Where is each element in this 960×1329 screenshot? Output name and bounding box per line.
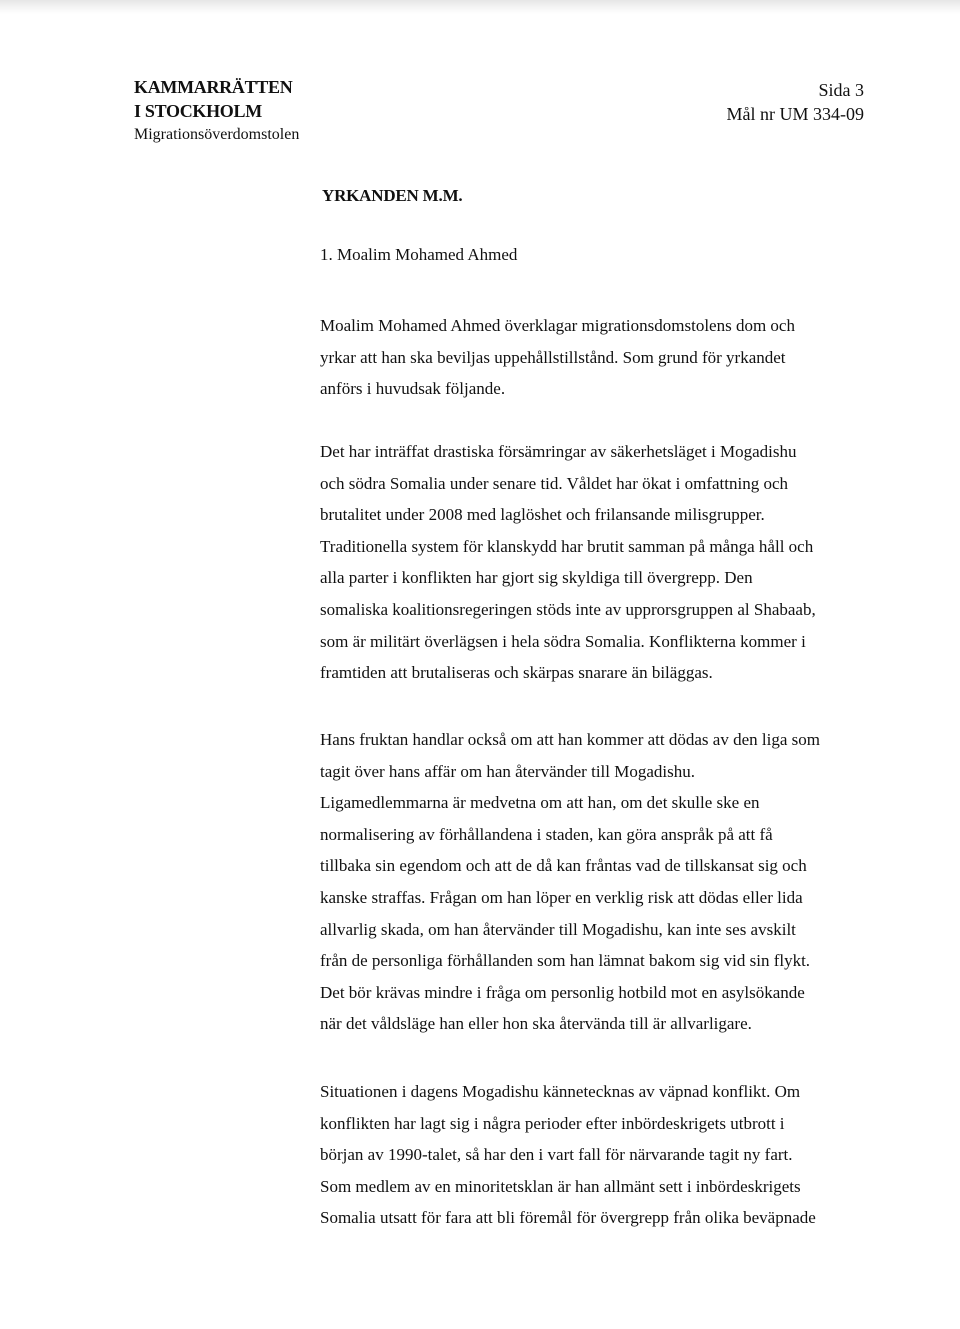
paragraph-3 bbox=[320, 724, 880, 1040]
paragraph-line: Hans fruktan handlar också om att han kommer att dödas av den liga som bbox=[320, 730, 820, 749]
court-name-line2: I STOCKHOLM bbox=[134, 101, 262, 121]
sub-heading: 1. Moalim Mohamed Ahmed bbox=[320, 245, 518, 264]
paragraph-line: yrkar att han ska beviljas uppehållstillstånd. Som grund för yrkandet bbox=[320, 347, 786, 367]
paragraph-line: somaliska koalitionsregeringen stöds inte av upprorsgruppen al Shabaab, bbox=[320, 599, 816, 619]
paragraph-line: när det våldsläge han eller hon ska återvända till är allvarligare. bbox=[320, 1014, 752, 1034]
paragraph-1 bbox=[320, 310, 880, 405]
case-number: Mål nr UM 334-09 bbox=[726, 104, 864, 124]
paragraph-line: Ligamedlemmarna är medvetna om att han, om det skulle ske en bbox=[320, 793, 760, 813]
paragraph-line: kanske straffas. Frågan om han löper en verklig risk att dödas eller lida bbox=[320, 887, 803, 907]
paragraph-4 bbox=[320, 1076, 880, 1234]
paragraph-line: Situationen i dagens Mogadishu kännetecknas av väpnad konflikt. Om bbox=[320, 1082, 801, 1101]
page-number: Sida 3 bbox=[818, 80, 864, 100]
paragraph-line: brutalitet under 2008 med laglöshet och frilansande milisgrupper. bbox=[320, 505, 765, 525]
section-heading: YRKANDEN M.M. bbox=[322, 186, 463, 205]
paragraph-line: Som medlem av en minoritetsklan är han allmänt sett i inbördeskrigets bbox=[320, 1176, 801, 1196]
court-header bbox=[134, 75, 299, 147]
paragraph-line: Det bör krävas mindre i fråga om personlig hotbild mot en asylsökande bbox=[320, 982, 805, 1002]
paragraph-line: alla parter i konflikten har gjort sig skyldiga till övergrepp. Den bbox=[320, 568, 753, 588]
paragraph-line: som är militärt överlägsen i hela södra Somalia. Konflikterna kommer i bbox=[320, 631, 806, 651]
scan-edge bbox=[0, 0, 960, 14]
court-department: Migrationsöverdomstolen bbox=[134, 126, 300, 143]
paragraph-line: tagit över hans affär om han återvänder till Mogadishu. bbox=[320, 761, 695, 781]
paragraph-line: Moalim Mohamed Ahmed överklagar migrationsdomstolens dom och bbox=[320, 316, 795, 335]
court-name-line1: KAMMARRÄTTEN bbox=[134, 77, 293, 97]
paragraph-line: allvarlig skada, om han återvänder till Mogadishu, kan inte ses avskilt bbox=[320, 919, 796, 939]
paragraph-line: Somalia utsatt för fara att bli föremål för övergrepp från olika beväpnade bbox=[320, 1208, 816, 1228]
paragraph-line: anförs i huvudsak följande. bbox=[320, 379, 506, 399]
page-info bbox=[727, 78, 865, 126]
paragraph-line: Traditionella system för klanskydd har brutit samman på många håll och bbox=[320, 536, 814, 556]
paragraph-line: tillbaka sin egendom och att de då kan fråntas vad de tillskansat sig och bbox=[320, 856, 807, 876]
paragraph-line: början av 1990-talet, så har den i vart fall för närvarande tagit ny fart. bbox=[320, 1145, 793, 1165]
paragraph-line: konflikten har lagt sig i några perioder efter inbördeskrigets utbrott i bbox=[320, 1113, 785, 1133]
paragraph-line: normalisering av förhållandena i staden, kan göra anspråk på att få bbox=[320, 824, 773, 844]
paragraph-2 bbox=[320, 436, 880, 689]
paragraph-line: från de personliga förhållanden som han lämnat bakom sig vid sin flykt. bbox=[320, 951, 811, 971]
paragraph-line: Det har inträffat drastiska försämringar av säkerhetsläget i Mogadishu bbox=[320, 442, 797, 461]
paragraph-line: framtiden att brutaliseras och skärpas snarare än biläggas. bbox=[320, 663, 713, 683]
paragraph-line: och södra Somalia under senare tid. Våldet har ökat i omfattning och bbox=[320, 473, 788, 493]
